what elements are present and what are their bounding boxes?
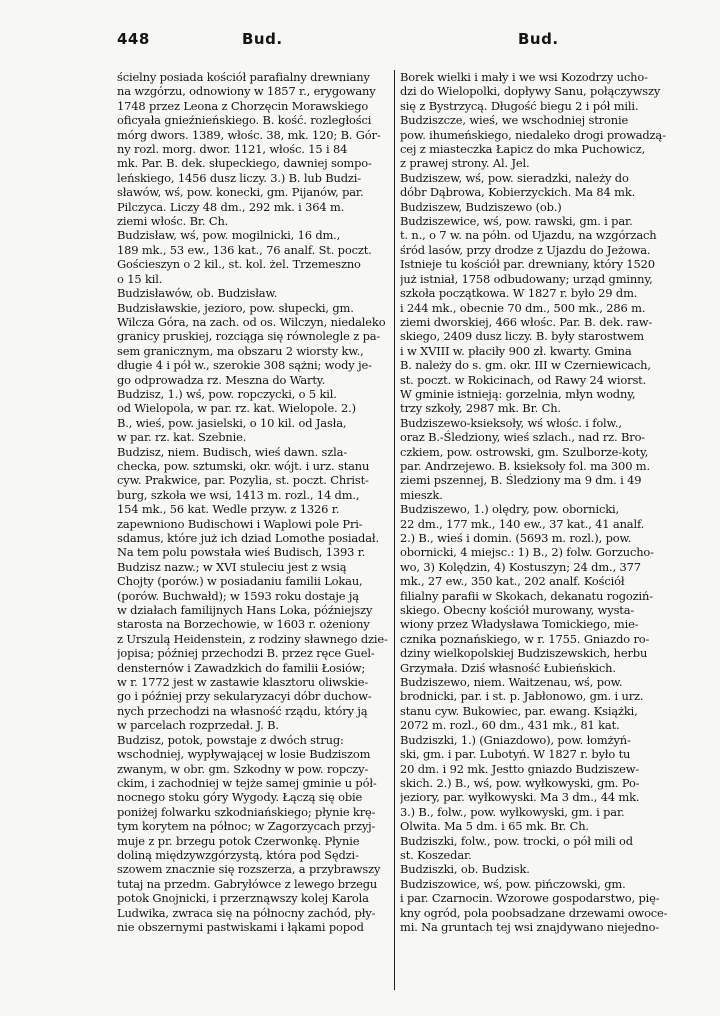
text-line: czkiem, pow. ostrowski, gm. Szulborze-koty, <box>400 444 649 459</box>
text-line: w r. 1772 jest w zastawie klasztoru oliwskie- <box>117 675 369 690</box>
text-line: dziny wielkopolskiej Budziszewskich, herbu <box>400 646 648 661</box>
text-line: w parcelach rozprzedał. J. B. <box>117 718 279 733</box>
text-line: Budziszcze, wieś, we wschodniej stronie <box>400 113 629 128</box>
text-line: kny ogród, pola poobsadzane drzewami owoce- <box>400 905 668 920</box>
text-line: sem granicznym, ma obszaru 2 wiorsty kw., <box>117 343 364 358</box>
text-line: W gminie istnieją: gorzelnia, młyn wodny, <box>400 386 636 401</box>
text-line: Budziszewo-ksieksoły, wś włośc. i folw., <box>400 415 622 430</box>
left-text-column <box>117 70 407 998</box>
text-line: ziemi dworskiej, 466 włośc. Par. B. dek. raw- <box>400 314 653 329</box>
text-line: Budzisz, potok, powstaje z dwóch strug: <box>117 732 344 747</box>
text-line: nocnego stoku góry Wygody. Łączą się obie <box>117 790 363 805</box>
text-line: doliną międzywzgórzystą, która pod Sędzi- <box>117 847 359 862</box>
text-line: dzi do Wielopolki, dopływy Sanu, połączywszy <box>400 84 661 99</box>
text-line: mk. Par. B. dek. słupeckiego, dawniej sompo- <box>117 156 372 171</box>
text-line: z Urszulą Heidenstein, z rodziny sławnego dzie- <box>117 631 388 646</box>
running-head-right: Bud. <box>518 30 559 48</box>
text-line: Budziszki, 1.) (Gniazdowo), pow. łomżyń- <box>400 732 631 747</box>
text-line: stanu cyw. Bukowiec, par. ewang. Książki, <box>400 703 638 718</box>
text-line: mieszk. <box>400 487 443 502</box>
text-line: st. Koszedar. <box>400 847 472 862</box>
text-line: obornicki, 4 miejsc.: 1) B., 2) folw. Gorzucho- <box>400 545 654 560</box>
text-line: cyw. Prakwice, par. Pozylia, st. poczt. Christ- <box>117 473 369 488</box>
text-line: Budziszki, ob. Budzisk. <box>400 862 530 877</box>
text-line: cej z miasteczka Łapicz do mka Puchowicz, <box>400 142 646 157</box>
text-line: B., wieś, pow. jasielski, o 10 kil. od Jasła, <box>117 415 347 430</box>
text-line: densternów i Zawadzkich do familii Łosiów; <box>117 660 366 675</box>
text-line: 189 mk., 53 ew., 136 kat., 76 analf. St. poczt. <box>117 242 372 257</box>
text-line: wiony przez Władysława Tomickiego, mie- <box>400 617 639 632</box>
text-line: ny rozl. morg. dwor. 1121, włośc. 15 i 84 <box>117 142 348 157</box>
text-line: 2072 m. rozl., 60 dm., 431 mk., 81 kat. <box>400 718 620 733</box>
page-number: 448 <box>117 30 150 48</box>
text-line: granicy pruskiej, rozciąga się równolegle z pa- <box>117 329 381 344</box>
text-line: 3.) B., folw., pow. wyłkowyski, gm. i par. <box>400 804 625 819</box>
text-line: 154 mk., 56 kat. Wedle przyw. z 1326 r. <box>117 502 340 517</box>
text-line: już istniał, 1758 odbudowany; urząd gminny, <box>400 271 653 286</box>
text-line: Budziszew, Budziszewo (ob.) <box>400 199 562 214</box>
text-line: 20 dm. i 92 mk. Jestto gniazdo Budziszew- <box>400 761 640 776</box>
text-line: na wzgórzu, odnowiony w 1857 r., erygowany <box>117 84 376 99</box>
text-line: mi. Na gruntach tej wsi znajdywano niejedno- <box>400 919 660 934</box>
text-line: Budziszki, folw., pow. trocki, o pół mili od <box>400 833 633 848</box>
text-line: nych przechodzi na własność rządu, który ją <box>117 703 368 718</box>
text-line: od Wielopola, w par. rz. kat. Wielopole. 2.) <box>117 401 356 416</box>
text-line: jeziory, par. wyłkowyski. Ma 3 dm., 44 mk. <box>400 790 640 805</box>
text-line: mk., 27 ew., 350 kat., 202 analf. Kościół <box>400 574 625 589</box>
text-line: st. poczt. w Rokicinach, od Rawy 24 wiorst. <box>400 372 647 387</box>
text-line: ckim, i zachodniej w tejże samej gminie u pół- <box>117 775 377 790</box>
column-divider <box>394 70 395 990</box>
text-line: dóbr Dąbrowa, Kobierzyckich. Ma 84 mk. <box>400 185 636 200</box>
text-line: Budziszew, wś, pow. sieradzki, należy do <box>400 170 629 185</box>
text-line: nie obszernymi pastwiskami i łąkami popod <box>117 919 364 934</box>
text-line: Budzisz nazw.; w XVI stuleciu jest z wsią <box>117 559 347 574</box>
text-line: 22 dm., 177 mk., 140 ew., 37 kat., 41 analf. <box>400 516 645 531</box>
text-line: poniżej folwarku szkodniańskiego; płynie krę- <box>117 804 376 819</box>
text-line: skich. 2.) B., wś, pow. wyłkowyski, gm. Po- <box>400 775 640 790</box>
text-line: śród lasów, przy drodze z Ujazdu do Jeżowa. <box>400 242 651 257</box>
text-line: szkoła początkowa. W 1827 r. było 29 dm. <box>400 286 638 301</box>
text-line: wo, 3) Kolędzin, 4) Kostuszyn; 24 dm., 377 <box>400 559 641 574</box>
text-line: w działach familijnych Hans Loka, późniejszy <box>117 603 373 618</box>
text-line: filialny parafii w Skokach, dekanatu rogoziń- <box>400 588 653 603</box>
text-line: zapewniono Budischowi i Waplowi pole Pri- <box>117 516 363 531</box>
text-line: Wilcza Góra, na zach. od os. Wilczyn, niedaleko <box>117 314 386 329</box>
text-line: jopisa; później przechodzi B. przez ręce Guel- <box>117 646 375 661</box>
text-line: długie 4 i pół w., szerokie 308 sążni; wody je- <box>117 358 372 373</box>
text-line: i 244 mk., obecnie 70 dm., 500 mk., 286 m. <box>400 300 646 315</box>
text-line: 2.) B., wieś i domin. (5693 m. rozl.), pow. <box>400 531 632 545</box>
text-line: ścielny posiada kościół parafialny drewniany <box>117 70 370 84</box>
text-line: potok Gnojnicki, i przerznąwszy kolej Karola <box>117 891 369 906</box>
text-line: ziemi pszennej, B. Śledziony ma 9 dm. i 49 <box>400 473 642 488</box>
text-line: Na tem polu powstała wieś Budisch, 1393 r. <box>117 545 366 560</box>
text-line: ziemi włośc. Br. Ch. <box>117 214 229 229</box>
text-line: Chojty (porów.) w posiadaniu familii Lokau, <box>117 574 363 589</box>
text-line: Ludwika, zwraca się na północny zachód, pły- <box>117 905 376 920</box>
text-line: szowem znacznie się rozszerza, a przybrawszy <box>117 862 381 877</box>
text-line: skiego. Obecny kościół murowany, wysta- <box>400 603 635 618</box>
text-line: oraz B.-Śledziony, wieś szlach., nad rz. Bro- <box>400 430 646 445</box>
text-line: w par. rz. kat. Szebnie. <box>117 430 247 445</box>
text-line: skiego, 2409 dusz liczy. B. były starostwem <box>400 329 644 344</box>
text-line: trzy szkoły, 2987 mk. Br. Ch. <box>400 401 561 416</box>
right-text-column <box>400 70 696 998</box>
text-line: Pilczyca. Liczy 48 dm., 292 mk. i 364 m. <box>117 199 345 214</box>
text-line: cznika poznańskiego, w r. 1755. Gniazdo ro- <box>400 631 650 646</box>
text-line: t. n., o 7 w. na półn. od Ujazdu, na wzgórzach <box>400 228 657 243</box>
text-line: mórg dwors. 1389, włośc. 38, mk. 120; B. Gór- <box>117 127 381 142</box>
text-line: B. należy do s. gm. okr. III w Czerniewicach, <box>400 358 651 373</box>
text-line: sławów, wś, pow. konecki, gm. Pijanów, par. <box>117 185 364 200</box>
text-line: wschodniej, wypływającej w losie Budziszom <box>117 747 371 762</box>
text-line: i par. Czarnocin. Wzorowe gospodarstwo, pię- <box>400 891 660 906</box>
text-line: tym korytem na północ; w Zagorzycach przyj- <box>117 819 376 834</box>
text-line: sdamus, które już ich dziad Lomothe posiadał. <box>117 531 379 545</box>
text-line: Grzymała. Dziś własność Łubieńskich. <box>400 660 616 675</box>
text-line: muje z pr. brzegu potok Czerwonkę. Płynie <box>117 833 360 848</box>
text-line: Budzisław, wś, pow. mogilnicki, 16 dm., <box>117 228 341 243</box>
text-line: Budzisławskie, jezioro, pow. słupecki, gm. <box>117 300 354 315</box>
text-line: Istnieje tu kościół par. drewniany, który 1520 <box>400 257 655 272</box>
text-line: Budzisz, 1.) wś, pow. ropczycki, o 5 kil. <box>117 386 337 401</box>
text-line: Budziszewo, 1.) olędry, pow. obornicki, <box>400 502 619 517</box>
text-line: (porów. Buchwałd); w 1593 roku dostaje ją <box>117 588 359 603</box>
text-line: i w XVIII w. płaciły 900 zł. kwarty. Gmina <box>400 343 632 358</box>
text-line: go odprowadza rz. Meszna do Warty. <box>117 372 326 387</box>
text-line: o 15 kil. <box>117 271 163 286</box>
text-line: oficyała gnieźnieńskiego. B. kość. rozległości <box>117 113 372 128</box>
text-line: par. Andrzejewo. B. ksieksoły fol. ma 300 m. <box>400 458 650 473</box>
text-line: Budziszewo, niem. Waitzenau, wś, pow. <box>400 675 623 690</box>
text-line: Olwita. Ma 5 dm. i 65 mk. Br. Ch. <box>400 819 589 834</box>
text-line: Budzisz, niem. Budisch, wieś dawn. szla- <box>117 444 348 459</box>
text-line: się z Bystrzycą. Długość biegu 2 i pół mili. <box>400 98 639 113</box>
text-line: Gościeszyn o 2 kil., st. kol. żel. Trzemeszno <box>117 257 361 272</box>
text-line: starosta na Borzechowie, w 1603 r. ożeniony <box>117 617 370 632</box>
text-line: Budziszewice, wś, pow. rawski, gm. i par. <box>400 214 633 229</box>
text-line: 1748 przez Leona z Chorzęcin Morawskiego <box>117 98 369 113</box>
text-line: Borek wielki i mały i we wsi Kozodrzy ucho- <box>400 70 648 84</box>
text-line: Budzisławów, ob. Budzisław. <box>117 286 278 301</box>
text-line: z prawej strony. Al. Jel. <box>400 156 530 171</box>
text-line: zwanym, w obr. gm. Szkodny w pow. ropczy- <box>117 761 369 776</box>
running-head-left: Bud. <box>242 30 283 48</box>
text-line: tutaj na przedm. Gabryłówce z lewego brzegu <box>117 876 378 891</box>
text-line: ski, gm. i par. Lubotyń. W 1827 r. było tu <box>400 747 631 762</box>
text-line: Budziszowice, wś, pow. pińczowski, gm. <box>400 876 626 891</box>
text-line: go i później przy sekularyzacyi dóbr duchow- <box>117 689 372 704</box>
text-line: pow. ihumeńskiego, niedaleko drogi prowadzą- <box>400 127 666 142</box>
text-line: brodnicki, par. i st. p. Jabłonowo, gm. i urz. <box>400 689 644 704</box>
text-line: checka, pow. sztumski, okr. wójt. i urz. stanu <box>117 458 370 473</box>
text-line: leńskiego, 1456 dusz liczy. 3.) B. lub Budzi- <box>117 170 361 185</box>
text-line: burg, szkoła we wsi, 1413 m. rozl., 14 dm., <box>117 487 360 502</box>
